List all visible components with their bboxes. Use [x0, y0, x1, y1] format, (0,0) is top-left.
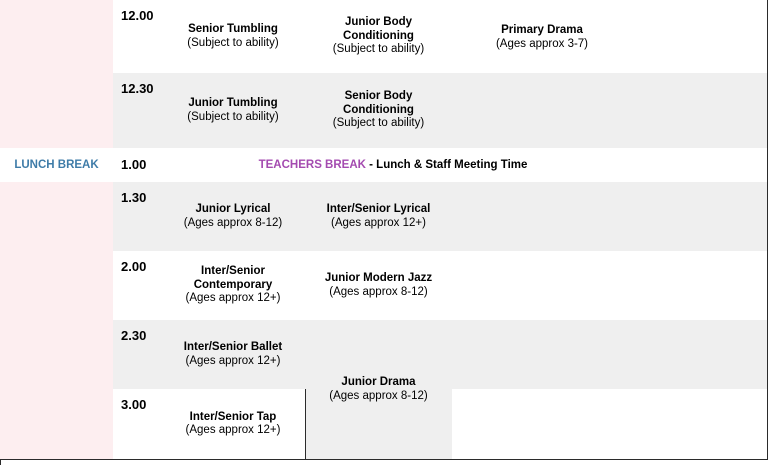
class-junior-modern-jazz — [305, 251, 453, 321]
class-name: Inter/Senior Contemporary — [193, 265, 273, 291]
class-name: Inter/Senior Ballet — [183, 341, 283, 353]
empty-cell — [452, 251, 633, 321]
class-primary-drama — [452, 0, 633, 74]
class-inter-senior-contemporary — [161, 251, 306, 321]
class-name: Inter/Senior Tap — [189, 410, 277, 423]
empty-cell — [452, 389, 633, 460]
class-note: (Ages approx 12+) — [331, 216, 426, 229]
class-name: Junior Body Conditioning — [343, 16, 414, 42]
class-note: (Ages approx 8-12) — [183, 216, 283, 229]
class-name: Junior Tumbling — [188, 97, 278, 109]
class-senior-tumbling — [161, 0, 306, 74]
label-cell — [0, 251, 114, 321]
class-inter-senior-ballet — [161, 320, 306, 390]
class-inter-senior-lyrical — [305, 182, 453, 252]
class-name: Primary Drama — [501, 24, 583, 36]
class-name: Junior Lyrical — [195, 203, 271, 215]
time-cell: 12.00 — [113, 0, 162, 74]
empty-cell — [632, 182, 768, 252]
label-cell — [0, 182, 114, 252]
label-cell — [0, 73, 114, 149]
teachers-break-detail: - Lunch & Staff Meeting Time — [365, 159, 528, 171]
class-senior-body-conditioning — [305, 73, 453, 149]
class-junior-body-conditioning — [305, 0, 453, 74]
empty-cell — [632, 0, 768, 74]
empty-cell — [632, 73, 768, 149]
lunch-break-label: LUNCH BREAK — [0, 148, 114, 183]
empty-cell — [632, 389, 768, 460]
label-cell — [0, 0, 114, 74]
class-junior-drama — [305, 320, 453, 460]
teachers-break-title: TEACHERS BREAK — [258, 159, 366, 171]
class-name: Junior Drama — [341, 376, 416, 388]
time-cell: 1.30 — [113, 182, 162, 252]
label-cell — [0, 320, 114, 390]
class-note: (Ages approx 12+) — [185, 424, 281, 436]
class-junior-lyrical — [161, 182, 306, 252]
class-note: (Subject to ability) — [187, 36, 279, 49]
teachers-break-banner — [161, 148, 768, 183]
time-cell: 2.30 — [113, 320, 162, 390]
class-name: Junior Modern Jazz — [324, 272, 433, 284]
class-junior-tumbling — [161, 73, 306, 149]
empty-cell — [452, 182, 633, 252]
class-note: (Subject to ability) — [332, 43, 425, 56]
class-note: (Subject to ability) — [187, 110, 279, 123]
time-cell: 3.00 — [113, 389, 162, 460]
class-inter-senior-tap — [161, 389, 306, 460]
class-name: Senior Tumbling — [188, 23, 278, 35]
class-note: (Subject to ability) — [332, 117, 425, 130]
class-note: (Ages approx 8-12) — [329, 389, 428, 402]
time-cell: 12.30 — [113, 73, 162, 149]
time-cell: 1.00 — [113, 148, 162, 183]
empty-cell — [452, 320, 633, 390]
time-cell: 2.00 — [113, 251, 162, 321]
class-note: (Ages approx 3-7) — [495, 37, 589, 50]
label-cell — [0, 389, 114, 460]
empty-cell — [632, 251, 768, 321]
class-note: (Ages approx 12+) — [185, 354, 281, 367]
class-name: Inter/Senior Lyrical — [326, 203, 431, 215]
empty-cell — [632, 320, 768, 390]
class-name: Senior Body Conditioning — [343, 90, 414, 116]
class-note: (Ages approx 8-12) — [329, 285, 428, 298]
empty-cell — [452, 73, 633, 149]
class-note: (Ages approx 12+) — [185, 292, 281, 305]
